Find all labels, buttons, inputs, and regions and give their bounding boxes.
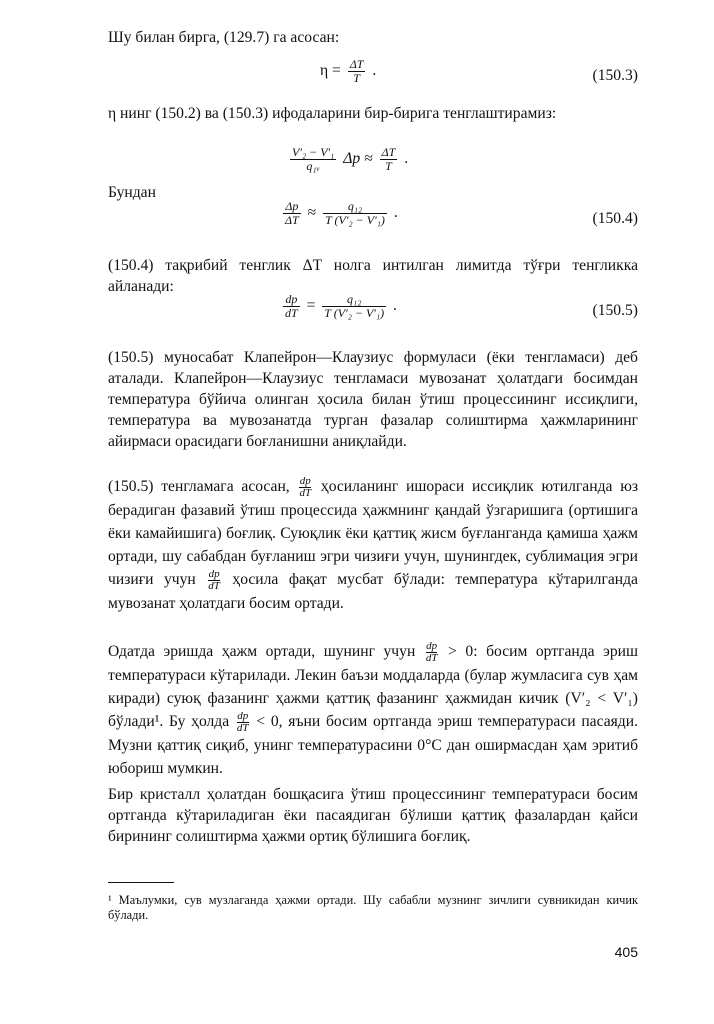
eq-150-5-fraction-left: [283, 293, 300, 320]
inline-derivative-2-denominator: dT: [208, 579, 220, 592]
eq-150-4-left-numerator: Δp: [285, 199, 299, 213]
inline-derivative-1: [299, 476, 311, 499]
eq-150-3-fraction: [348, 58, 366, 85]
eq-150-4-left-denominator: ΔT: [285, 213, 299, 227]
eq-compare-middle: Δp ≈: [343, 150, 373, 168]
paragraph-melting-part-c: < 0, яъни босим ортганда эриш температураси пасаяди. Музни қаттиқ сиқиб, унинг температурасини 0°С дан оширмасдан ҳам эритиб юбориш мумкин.: [108, 712, 638, 777]
eq-150-5-left-denominator: dT: [285, 306, 298, 320]
eq-150-3-denominator: T: [348, 71, 366, 85]
inline-derivative-3: [426, 641, 438, 664]
eq-150-4-tail: .: [393, 204, 398, 222]
eq-150-5-numerator: q₁₂: [347, 292, 362, 306]
inline-derivative-4: [237, 711, 249, 734]
paragraph-melting-part-a: Одатда эришда ҳажм ортади, шунинг учун: [108, 643, 416, 660]
equation-number-150-3: (150.3): [592, 67, 638, 84]
eq-compare-numerator: V′₂ − V′₁: [292, 145, 335, 159]
paragraph-limit: (150.4) тақрибий тенглик ΔT нолга интилган лимитда тўғри тенгликка айланади:: [108, 257, 638, 295]
paragraph-sign-part-b: ҳосиланинг ишораси иссиқлик ютилганда юз берадиган фазавий ўтиш процессида ҳажмнинг қандай ўзгаришига (ортишига ёки камайишига) боғлиқ. Суюқлик ёки қаттиқ жисм буғланганда қамиша ҳажм ортади, шу сабабдан буғланиш эгри чизиғи учун, шунингдек, сублимация эгри чизиғи учун: [108, 478, 639, 588]
eq-compare-denominator: q₁ᵥ: [290, 159, 336, 173]
eq-150-4-relation: ≈: [307, 204, 317, 222]
inline-derivative-2-numerator: dp: [208, 567, 220, 580]
equation-compare: [287, 146, 408, 173]
page-number: 405: [614, 944, 638, 960]
eq-compare-tail: .: [404, 150, 409, 168]
inline-derivative-3-denominator: dT: [425, 651, 438, 664]
inline-derivative-2: [208, 569, 220, 592]
eq-150-4-denominator: T (V′₂ − V′₁): [325, 213, 385, 227]
paragraph-sign-part-a: (150.5) тенгламага асосан,: [108, 478, 290, 495]
intro-line: Шу билан бирга, (129.7) га асосан:: [108, 29, 340, 46]
eq-150-4-fraction-left: [283, 200, 301, 227]
eq-compare-denominator-2: T: [380, 159, 398, 173]
inline-derivative-4-numerator: dp: [237, 709, 249, 722]
inline-derivative-1-numerator: dp: [299, 474, 311, 487]
eq-150-4-numerator: q₁₂: [347, 199, 363, 213]
eq-150-5-relation: =: [306, 297, 316, 315]
eq-compare-fraction-right: [380, 146, 398, 173]
eq-150-3-numerator: ΔT: [349, 57, 364, 71]
eq-150-5-tail: .: [393, 297, 397, 315]
inline-derivative-1-denominator: dT: [299, 486, 312, 499]
footnote-divider: [108, 882, 174, 883]
footnote: ¹ Маълумки, сув музлаганда ҳажми ортади. Шу сабабли музнинг зичлиги сувникидан кичик бўлади.: [108, 893, 638, 922]
eq-150-3-tail: .: [372, 62, 377, 80]
paragraph-clapeyron: (150.5) муносабат Клапейрон—Клаузиус формуласи (ёки тенгламаси) деб аталади. Клапейрон—Клаузиус тенгламаси мувозанат ҳолатдаги босимдан температура бўйича олинган ҳосила билан ўтиш процессининг иссиқлиги, температура ва мувозанатда турган фазалар солиштирма ҳажмларининг айирмаси орасидаги боғланишни аниқлайди.: [108, 349, 638, 450]
paragraph-sign-part-c: ҳосила фақат мусбат бўлади: температура кўтарилганда мувозанат ҳолатдаги босим ортади.: [108, 570, 638, 612]
equation-150-4: [280, 200, 398, 227]
eq-150-5-denominator: T (V′₂ − V′₁): [324, 306, 385, 320]
inline-derivative-4-denominator: dT: [236, 721, 249, 734]
eq-150-5-fraction-right: [322, 293, 386, 320]
equation-number-150-5: (150.5): [592, 302, 638, 319]
equation-150-5: [280, 293, 397, 320]
eq-150-3-lhs: η =: [320, 62, 341, 80]
paragraph-melting: [108, 640, 638, 780]
eq-150-4-fraction-right: [323, 200, 387, 227]
equation-150-3: [320, 58, 376, 85]
eq-compare-numerator-2: ΔT: [381, 145, 396, 159]
inline-derivative-3-numerator: dp: [426, 639, 438, 652]
eq-compare-fraction-left: [290, 146, 336, 173]
equation-number-150-4: (150.4): [592, 210, 638, 227]
eq-150-5-left-numerator: dp: [285, 292, 298, 306]
paragraph-sign: [108, 475, 638, 615]
bundan-word: Бундан: [108, 184, 156, 201]
paragraph-compare: η нинг (150.2) ва (150.3) ифодаларини бир-бирига тенглаштирамиз:: [108, 105, 557, 122]
paragraph-crystal: Бир кристалл ҳолатдан бошқасига ўтиш процессининг температураси босим ортганда кўтариладиган ёки пасаядиган бўлиши қаттиқ фазалардан қайси бирининг солиштирма ҳажми ортиқ бўлишига боғлиқ.: [108, 786, 638, 845]
paragraph-melting-part-b: > 0: босим ортганда эриш температураси кўтарилади. Лекин баъзи моддаларда (булар жумласига сув ҳам киради) суюқ фазанинг ҳажми қаттиқ фазанинг ҳажмидан кичик (V′₂ < V′₁) бўлади¹. Бу ҳолда: [108, 643, 638, 730]
